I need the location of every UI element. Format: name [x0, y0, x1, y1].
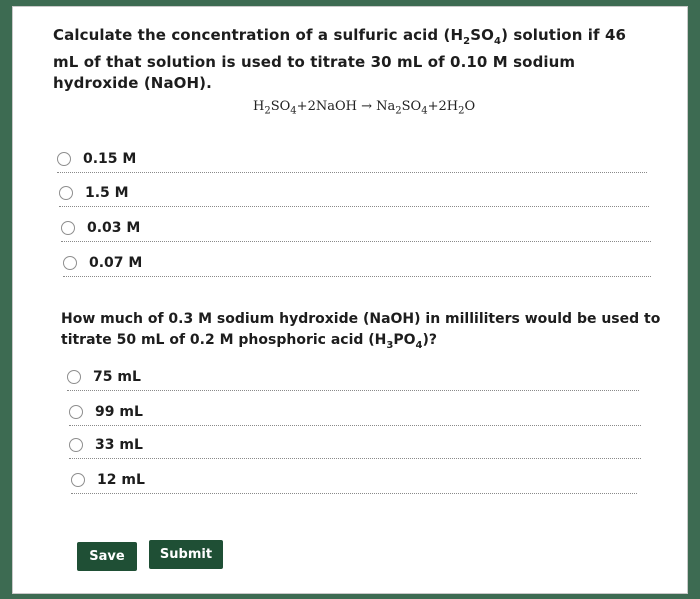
- q1-option-2-label: 1.5 M: [85, 184, 129, 201]
- radio-button[interactable]: [69, 438, 83, 452]
- q2-option-3-label: 33 mL: [95, 436, 143, 453]
- q1-option-4-label: 0.07 M: [89, 254, 143, 271]
- radio-button[interactable]: [69, 405, 83, 419]
- radio-button[interactable]: [71, 473, 85, 487]
- radio-button[interactable]: [57, 152, 71, 166]
- q1-option-1-label: 0.15 M: [83, 150, 137, 167]
- q1-option-3-label: 0.03 M: [87, 219, 141, 236]
- q2-option-3[interactable]: [69, 431, 641, 459]
- q2-option-2[interactable]: [69, 398, 641, 426]
- submit-button[interactable]: Submit: [149, 540, 223, 569]
- question-2-text: How much of 0.3 M sodium hydroxide (NaOH) in milliliters would be used to titrate 50 mL of 0.2 M phosphoric acid $(H_3PO_4)$?: [61, 311, 661, 351]
- reaction-equation: $H_2SO_4+2NaOH \to Na_2SO_4+2H_2O$: [253, 99, 476, 117]
- radio-button[interactable]: [67, 370, 81, 384]
- question-1-text: Calculate the concentration of a sulfuric acid $(H_2SO_4)$ solution if 46 mL of that solution is used to titrate 30 mL of 0.10 M sodium hydroxide (NaOH).: [53, 26, 627, 92]
- radio-button[interactable]: [63, 256, 77, 270]
- q2-option-2-label: 99 mL: [95, 403, 143, 420]
- radio-button[interactable]: [59, 186, 73, 200]
- q1-option-4[interactable]: [63, 249, 651, 277]
- question-panel: [12, 6, 688, 594]
- q2-option-1[interactable]: [67, 363, 639, 391]
- radio-button[interactable]: [61, 221, 75, 235]
- q1-option-3[interactable]: [61, 214, 651, 242]
- q2-option-4[interactable]: [71, 466, 637, 494]
- save-button[interactable]: Save: [77, 542, 137, 571]
- q1-option-2[interactable]: [59, 179, 649, 207]
- q2-option-1-label: 75 mL: [93, 368, 141, 385]
- q2-option-4-label: 12 mL: [97, 471, 145, 488]
- q1-option-1[interactable]: [57, 145, 647, 173]
